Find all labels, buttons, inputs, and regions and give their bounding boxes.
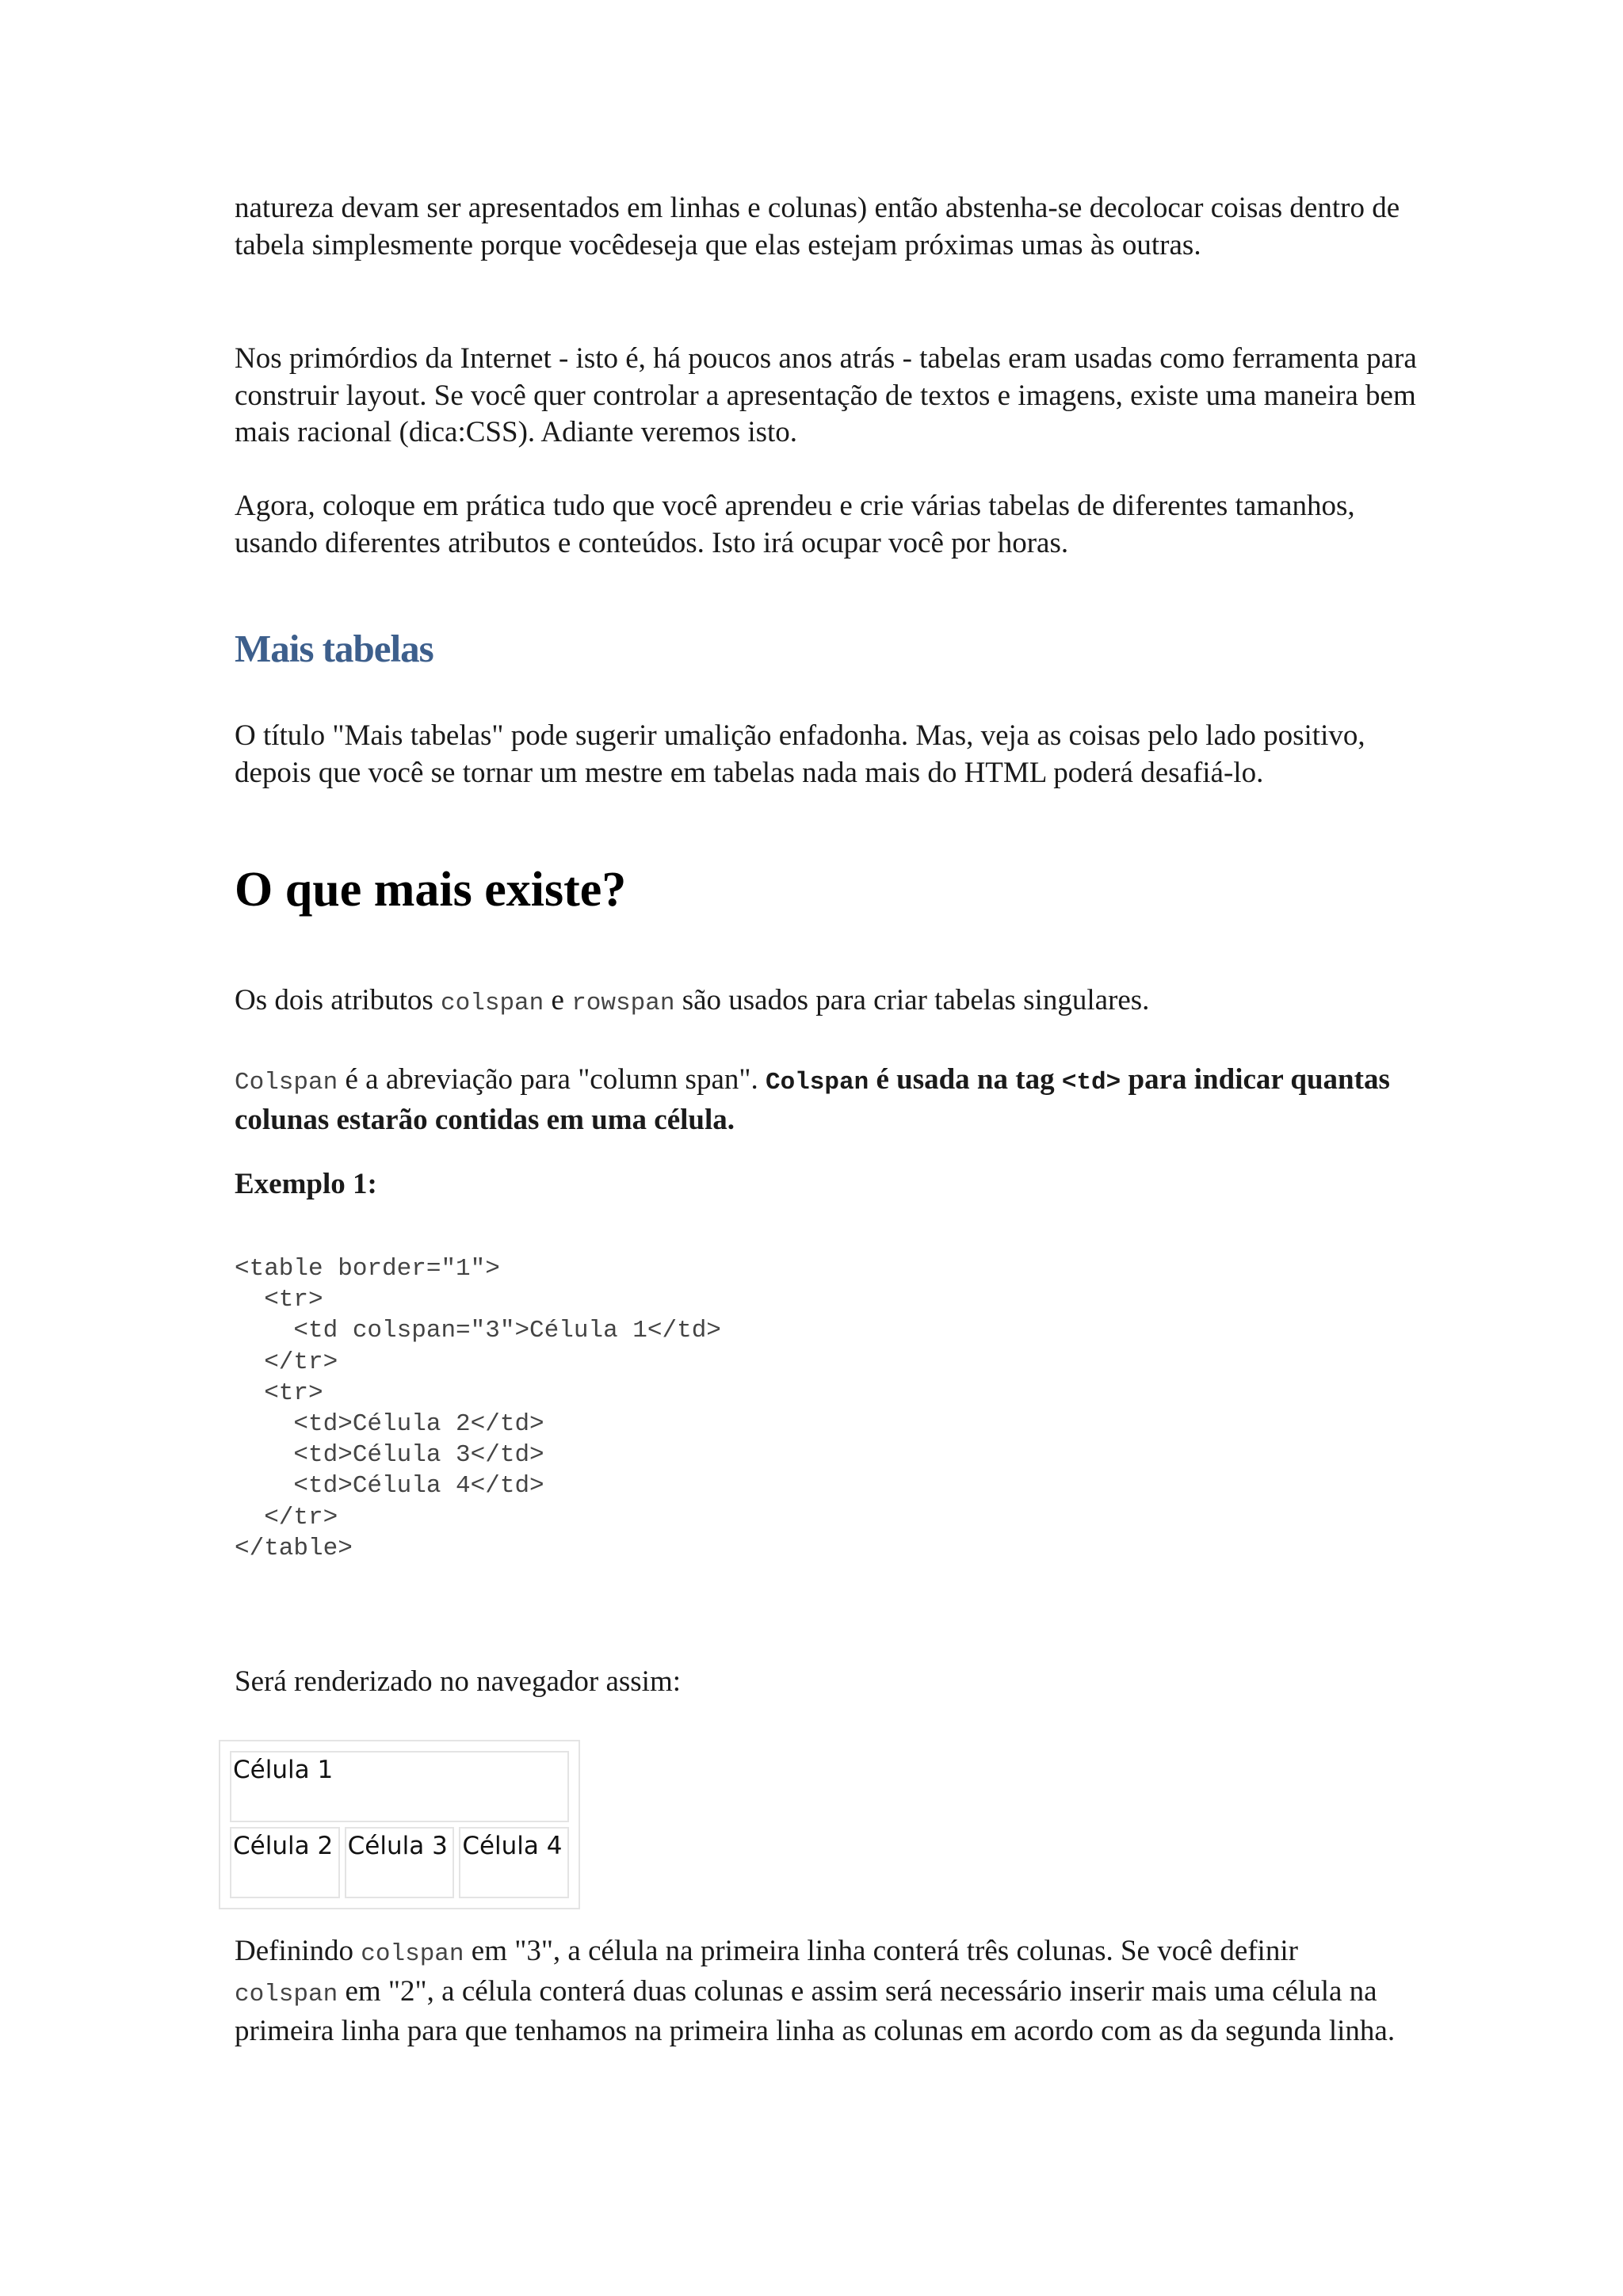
code-rowspan: rowspan — [571, 990, 675, 1017]
code-line: </table> — [235, 1534, 353, 1562]
code-colspan: colspan — [441, 990, 544, 1017]
code-line: <tr> — [235, 1379, 323, 1407]
final-paragraph — [235, 1933, 1407, 2050]
code-line: <table border="1"> — [235, 1255, 500, 1283]
code-colspan-term: Colspan — [235, 1069, 338, 1097]
colspan-definition-paragraph — [235, 1062, 1423, 1138]
final-text-3: em "2", a célula conterá duas colunas e assim será necessário inserir mais uma célula na primeira linha para que tenhamos na primeira linha as colunas em acordo com as da segunda linha. — [235, 1974, 1396, 2047]
code-td-tag: <td> — [1061, 1069, 1121, 1097]
main-heading: O que mais existe? — [235, 863, 627, 917]
code-line: <td>Célula 4</td> — [235, 1472, 544, 1501]
code-line: <td>Célula 3</td> — [235, 1441, 544, 1470]
attributes-paragraph — [235, 982, 1149, 1023]
example-label: Exemplo 1: — [235, 1168, 377, 1200]
colspan-bold-mid: é usada na tag — [869, 1063, 1062, 1096]
code-line: <td>Célula 2</td> — [235, 1410, 544, 1439]
attributes-text-after: são usados para criar tabelas singulares. — [674, 984, 1150, 1016]
table-row — [230, 1827, 569, 1898]
section-heading: Mais tabelas — [235, 627, 433, 670]
final-text-2: em "3", a célula na primeira linha conterá três colunas. Se você definir — [464, 1935, 1298, 1967]
table-cell-4: Célula 4 — [459, 1827, 569, 1898]
table-cell-2: Célula 2 — [230, 1827, 340, 1898]
table-cell-1: Célula 1 — [230, 1751, 569, 1822]
demo-table — [225, 1746, 574, 1903]
code-line: </tr> — [235, 1503, 338, 1531]
section-paragraph: O título "Mais tabelas" pode sugerir umalição enfadonha. Mas, veja as coisas pelo lado positivo, depois que você se tornar um mestre em tabelas nada mais do HTML poderá desafiá-lo. — [235, 719, 1365, 789]
render-label: Será renderizado no navegador assim: — [235, 1665, 682, 1698]
final-text-1: Definindo — [235, 1935, 361, 1967]
colspan-definition-text: é a abreviação para "column span". — [338, 1063, 766, 1096]
attributes-text-mid: e — [544, 984, 572, 1016]
code-line: <tr> — [235, 1286, 323, 1314]
intro-paragraph-2: Nos primórdios da Internet - isto é, há poucos anos atrás - tabelas eram usadas como ferramenta para construir layout. Se você quer controlar a apresentação de textos e imagens, existe uma maneira bem mais racional (dica:CSS). Adiante veremos isto. — [235, 342, 1417, 448]
table-cell-3: Célula 3 — [345, 1827, 455, 1898]
code-line: <td colspan="3">Célula 1</td> — [235, 1317, 721, 1345]
rendered-table-demo — [219, 1740, 580, 1909]
code-line: </tr> — [235, 1348, 338, 1376]
code-block — [235, 1253, 721, 1564]
attributes-text-before: Os dois atributos — [235, 984, 441, 1016]
code-colspan-final-2: colspan — [235, 1980, 338, 2008]
code-colspan-bold: Colspan — [765, 1069, 869, 1097]
intro-paragraph-1: natureza devam ser apresentados em linhas e colunas) então abstenha-se decolocar coisas dentro de tabela simplesmente porque vocêdeseja que elas estejam próximas umas às outras. — [235, 192, 1400, 261]
intro-paragraph-3: Agora, coloque em prática tudo que você aprendeu e crie várias tabelas de diferentes tamanhos, usando diferentes atributos e conteúdos. Isto irá ocupar você por horas. — [235, 490, 1355, 559]
code-colspan-final-1: colspan — [361, 1940, 464, 1968]
colspan-bold-end: para indicar quantas colunas estarão contidas em uma célula. — [235, 1063, 1390, 1136]
table-row — [230, 1751, 569, 1822]
